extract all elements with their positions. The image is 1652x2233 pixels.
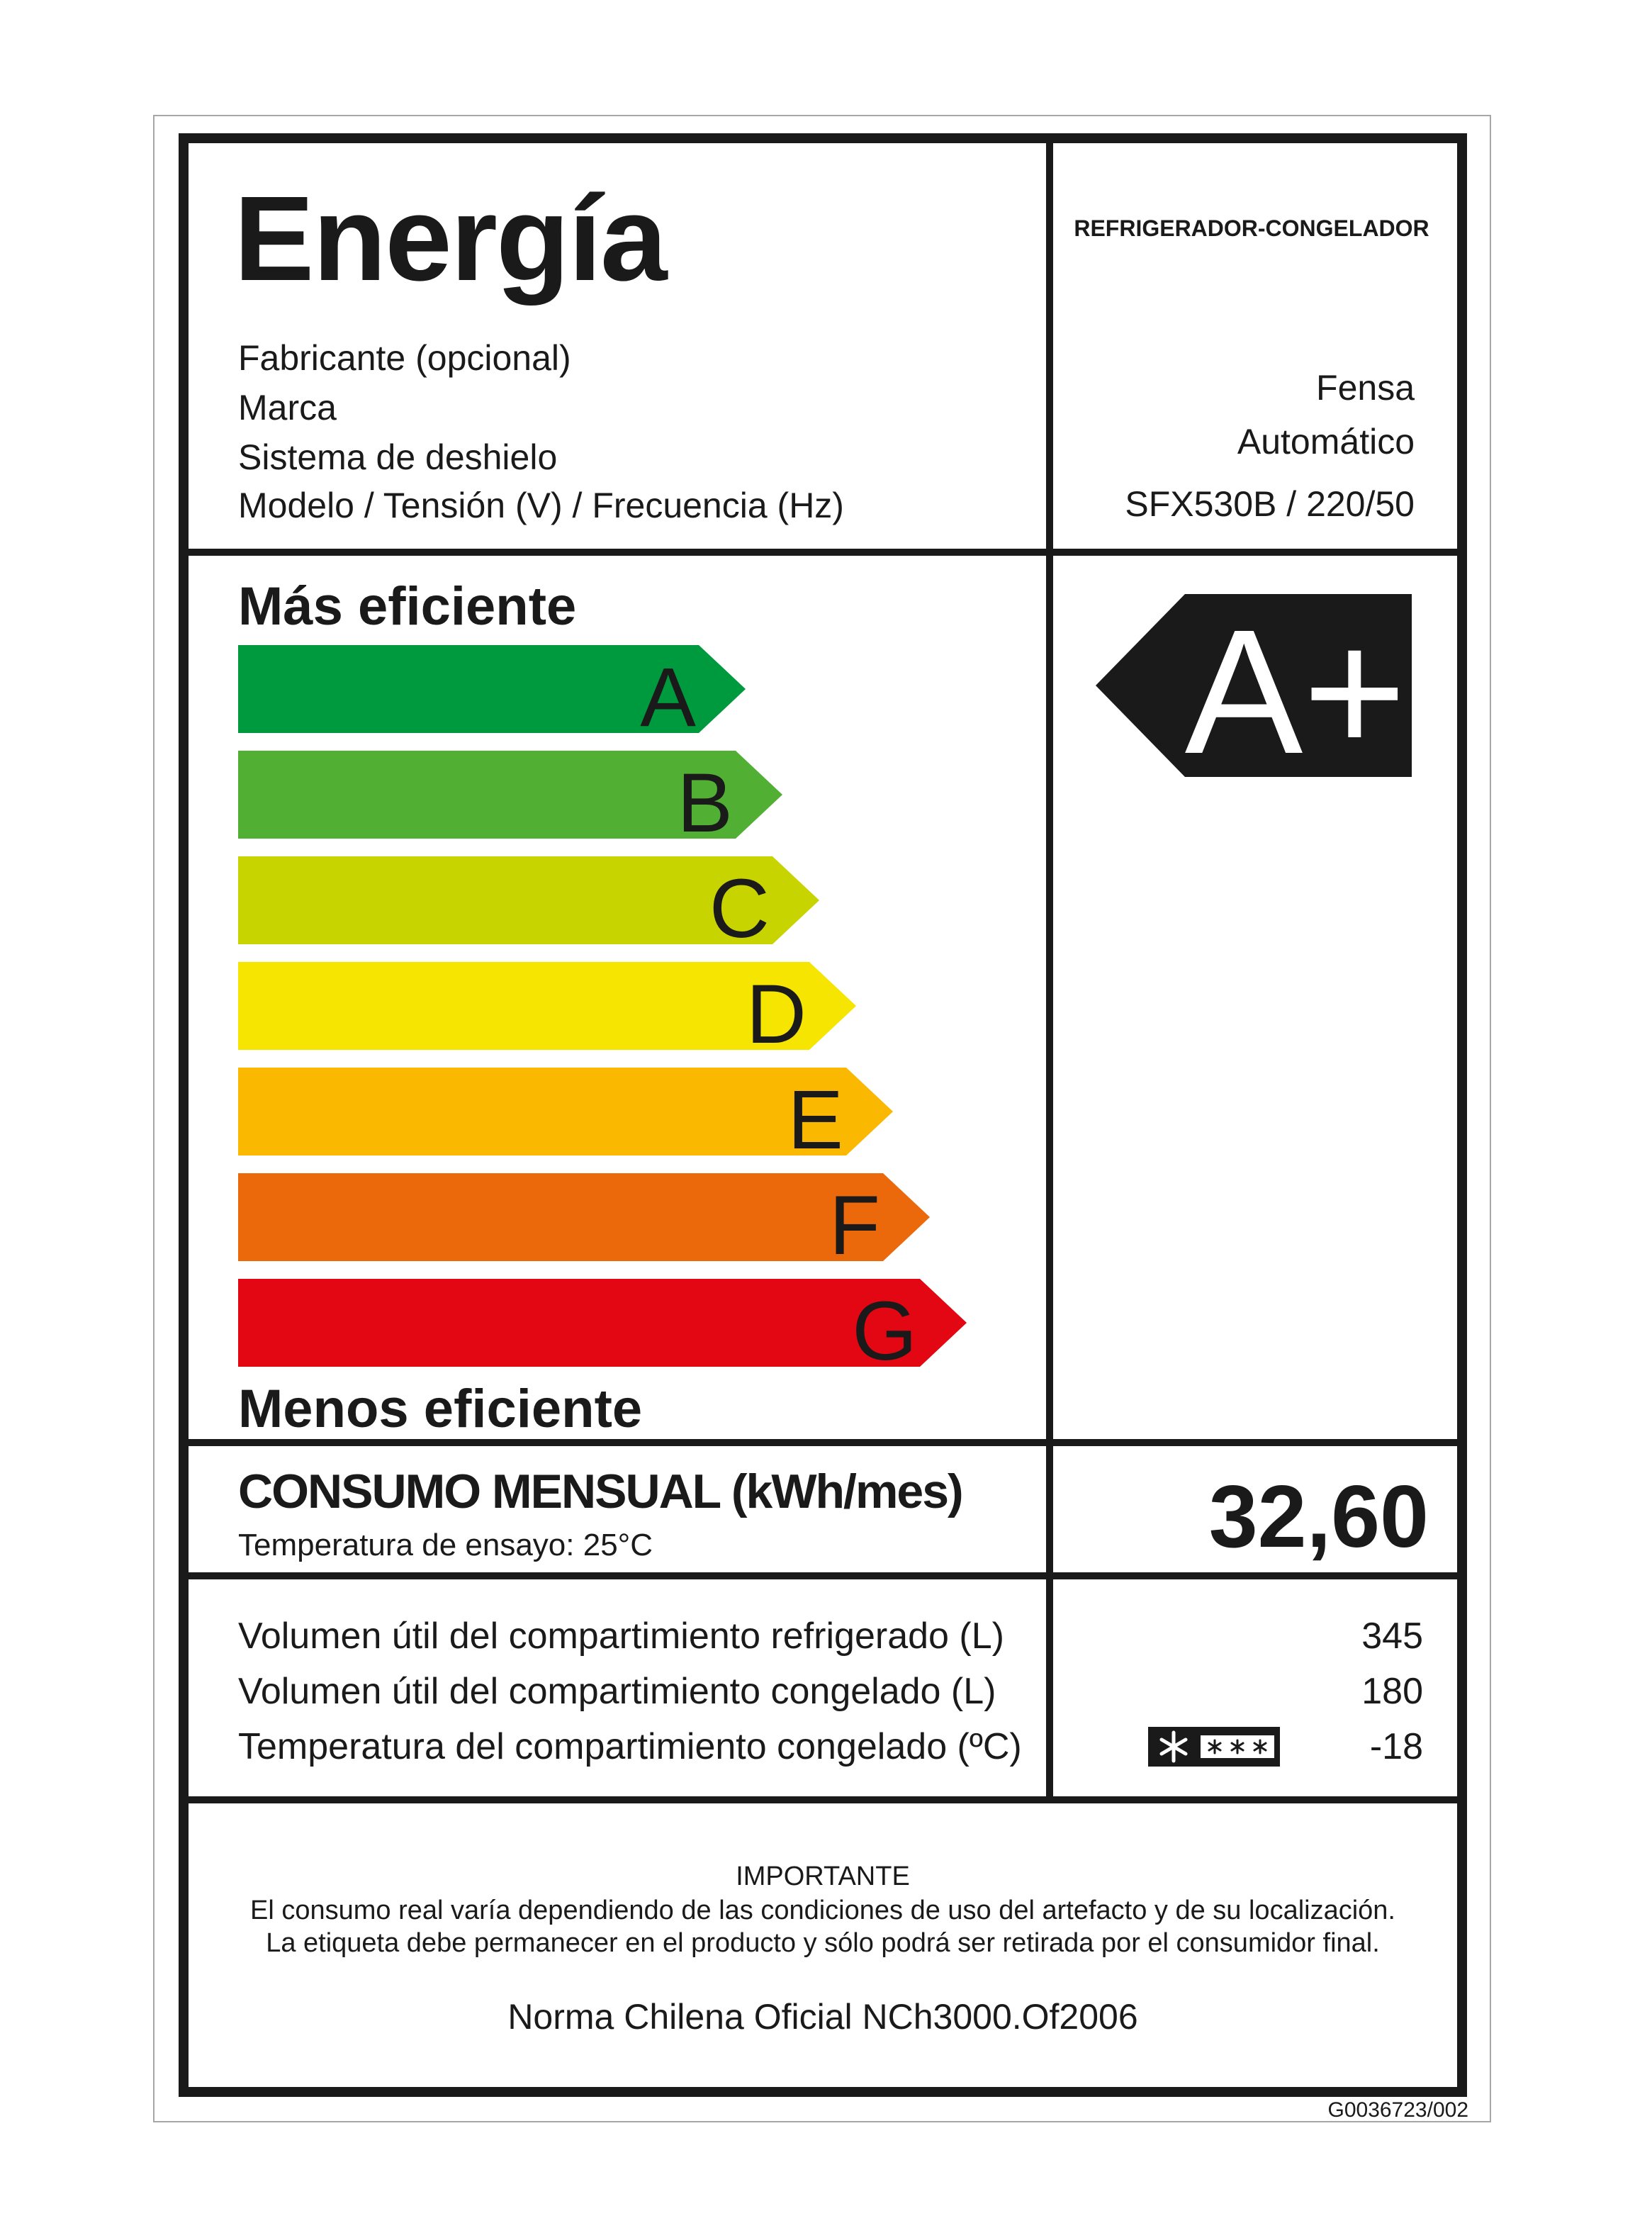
norma-reference: Norma Chilena Oficial NCh3000.Of2006 [507, 1997, 1138, 2037]
efficiency-bar-e [238, 1068, 893, 1167]
efficiency-bar-letter: B [677, 756, 733, 850]
volume-label-refrigerado: Volumen útil del compartimiento refrigerado (L) [238, 1616, 1004, 1657]
label-code: G0036723/002 [1327, 2098, 1468, 2122]
important-title: IMPORTANTE [736, 1862, 910, 1891]
appliance-category: REFRIGERADOR-CONGELADOR [1074, 216, 1429, 241]
volume-value-refrigerado: 345 [1361, 1616, 1423, 1657]
efficiency-bar-c [238, 856, 819, 956]
info-label-marca: Marca [238, 388, 337, 427]
efficiency-bar-a [238, 645, 746, 744]
info-value-deshielo: Automático [1237, 422, 1415, 461]
info-value-modelo: SFX530B / 220/50 [1125, 484, 1415, 524]
scale-top-label: Más eficiente [238, 576, 577, 637]
important-line-2: La etiqueta debe permanecer en el producto y sólo podrá ser retirada por el consumidor final. [266, 1928, 1380, 1958]
efficiency-bar-letter: D [746, 968, 807, 1061]
consumo-label: CONSUMO MENSUAL (kWh/mes) [238, 1465, 962, 1518]
efficiency-bar-d [238, 962, 856, 1061]
efficiency-bar-shape [238, 1173, 930, 1261]
important-line-1: El consumo real varía dependiendo de las condiciones de uso del artefacto y de su localización. [249, 1896, 1395, 1925]
info-label-deshielo: Sistema de deshielo [238, 437, 558, 477]
efficiency-bar-b [238, 751, 782, 850]
efficiency-bar-letter: C [709, 862, 770, 956]
temperature-label-congelado: Temperatura del compartimiento congelado (ºC) [238, 1726, 1022, 1767]
efficiency-bar-f [238, 1173, 930, 1272]
info-label-fabricante: Fabricante (opcional) [238, 338, 571, 378]
label-title: Energía [234, 172, 666, 306]
info-label-modelo: Modelo / Tensión (V) / Frecuencia (Hz) [238, 486, 844, 525]
temperature-value-congelado: -18 [1369, 1726, 1423, 1767]
efficiency-bar-g [238, 1279, 967, 1378]
rating-letter: A+ [1184, 594, 1407, 777]
volume-label-congelado: Volumen útil del compartimiento congelado (L) [238, 1671, 996, 1712]
efficiency-bar-letter: F [828, 1179, 880, 1272]
consumo-temperature: Temperatura de ensayo: 25°C [238, 1528, 653, 1562]
scale-bottom-label: Menos eficiente [238, 1379, 643, 1439]
efficiency-bar-letter: A [640, 651, 696, 744]
efficiency-bar-letter: E [787, 1073, 843, 1167]
volume-value-congelado: 180 [1361, 1671, 1423, 1712]
info-value-marca: Fensa [1316, 368, 1415, 408]
four-star-freezer-icon [1148, 1727, 1280, 1767]
efficiency-bar-letter: G [852, 1285, 917, 1378]
rating-badge [1096, 594, 1412, 777]
consumo-value: 32,60 [1208, 1468, 1429, 1566]
